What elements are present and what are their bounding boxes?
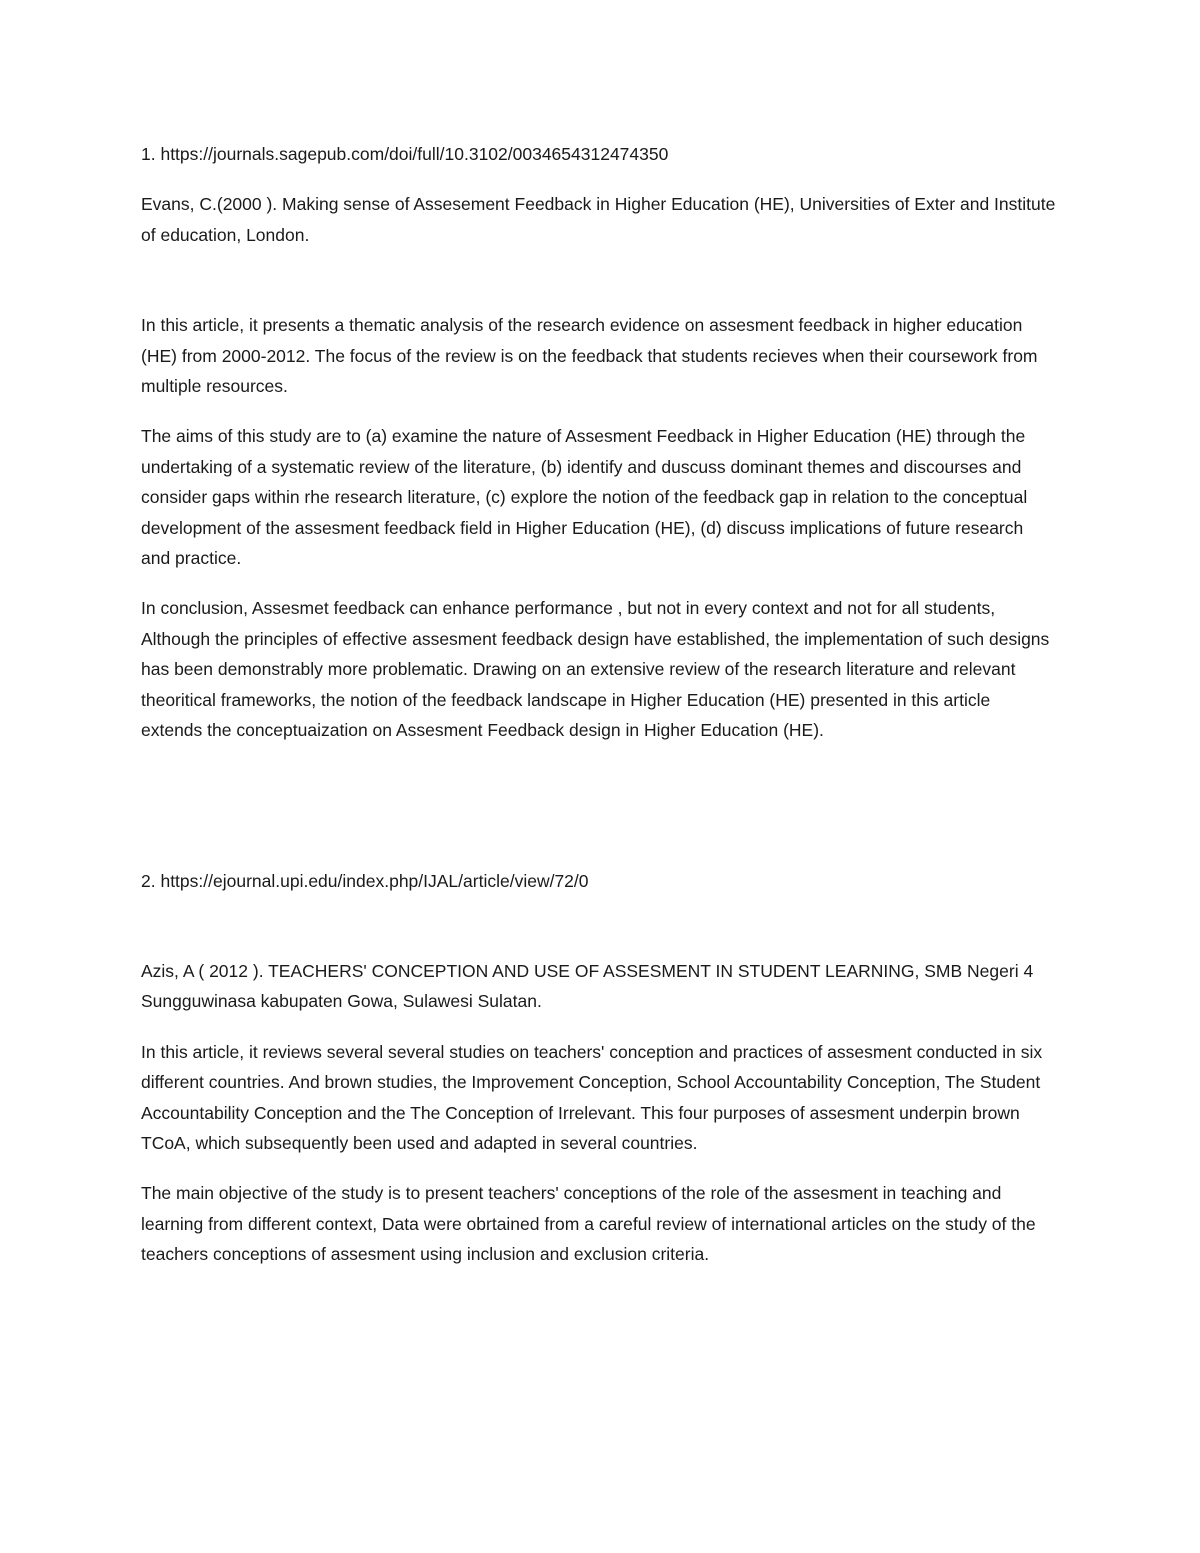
entry-2-objective: The main objective of the study is to present teachers' conceptions of the role of the assesment in teaching and learning from different context, Data were obrtained from a careful review of international articles on the study of the teachers conceptions of assesment using inclusion and exclusion criteria.	[141, 1183, 1036, 1265]
entry-1-conclusion: In conclusion, Assesmet feedback can enhance performance , but not in every context and not for all students, Although the principles of effective assesment feedback design have established, the implementation of such designs has been demonstrably more problematic. Drawing on an extensive review of the research literature and relevant theoritical frameworks, the notion of the feedback landscape in Higher Education (HE) presented in this article extends the conceptuaization on Assesment Feedback design in Higher Education (HE).	[141, 598, 1050, 741]
entry-2-summary: In this article, it reviews several several studies on teachers' conception and practices of assesment conducted in six different countries. And brown studies, the Improvement Conception, School Accountability Conception, The Student Accountability Conception and the The Conception of Irrelevant. This four purposes of assesment underpin brown TCoA, which subsequently been used and adapted in several countries.	[141, 1041, 1043, 1153]
entry-2-url: 2. https://ejournal.upi.edu/index.php/IJAL/article/view/72/0	[141, 870, 589, 891]
document-body	[141, 139, 1056, 1270]
entry-1-url: 1. https://journals.sagepub.com/doi/full/10.3102/0034654312474350	[141, 144, 669, 164]
entry-2-citation: Azis, A ( 2012 ). TEACHERS' CONCEPTION AND USE OF ASSESMENT IN STUDENT LEARNING, SMB Negeri 4 Sungguwinasa kabupaten Gowa, Sulawesi Sulatan.	[141, 960, 1034, 1012]
entry-1-citation: Evans, C.(2000 ). Making sense of Assesement Feedback in Higher Education (HE), Universities of Exter and Institute of education, London.	[141, 194, 1056, 245]
entry-1-summary: In this article, it presents a thematic analysis of the research evidence on assesment feedback in higher education (HE) from 2000-2012. The focus of the review is on the feedback that students recieves when their coursework from multiple resources.	[141, 315, 1038, 397]
entry-1-aims: The aims of this study are to (a) examine the nature of Assesment Feedback in Higher Education (HE) through the undertaking of a systematic review of the literature, (b) identify and duscuss dominant themes and discourses and consider gaps within rhe research literature, (c) explore the notion of the feedback gap in relation to the conceptual development of the assesment feedback field in Higher Education (HE), (d) discuss implications of future research and practice.	[141, 426, 1028, 569]
